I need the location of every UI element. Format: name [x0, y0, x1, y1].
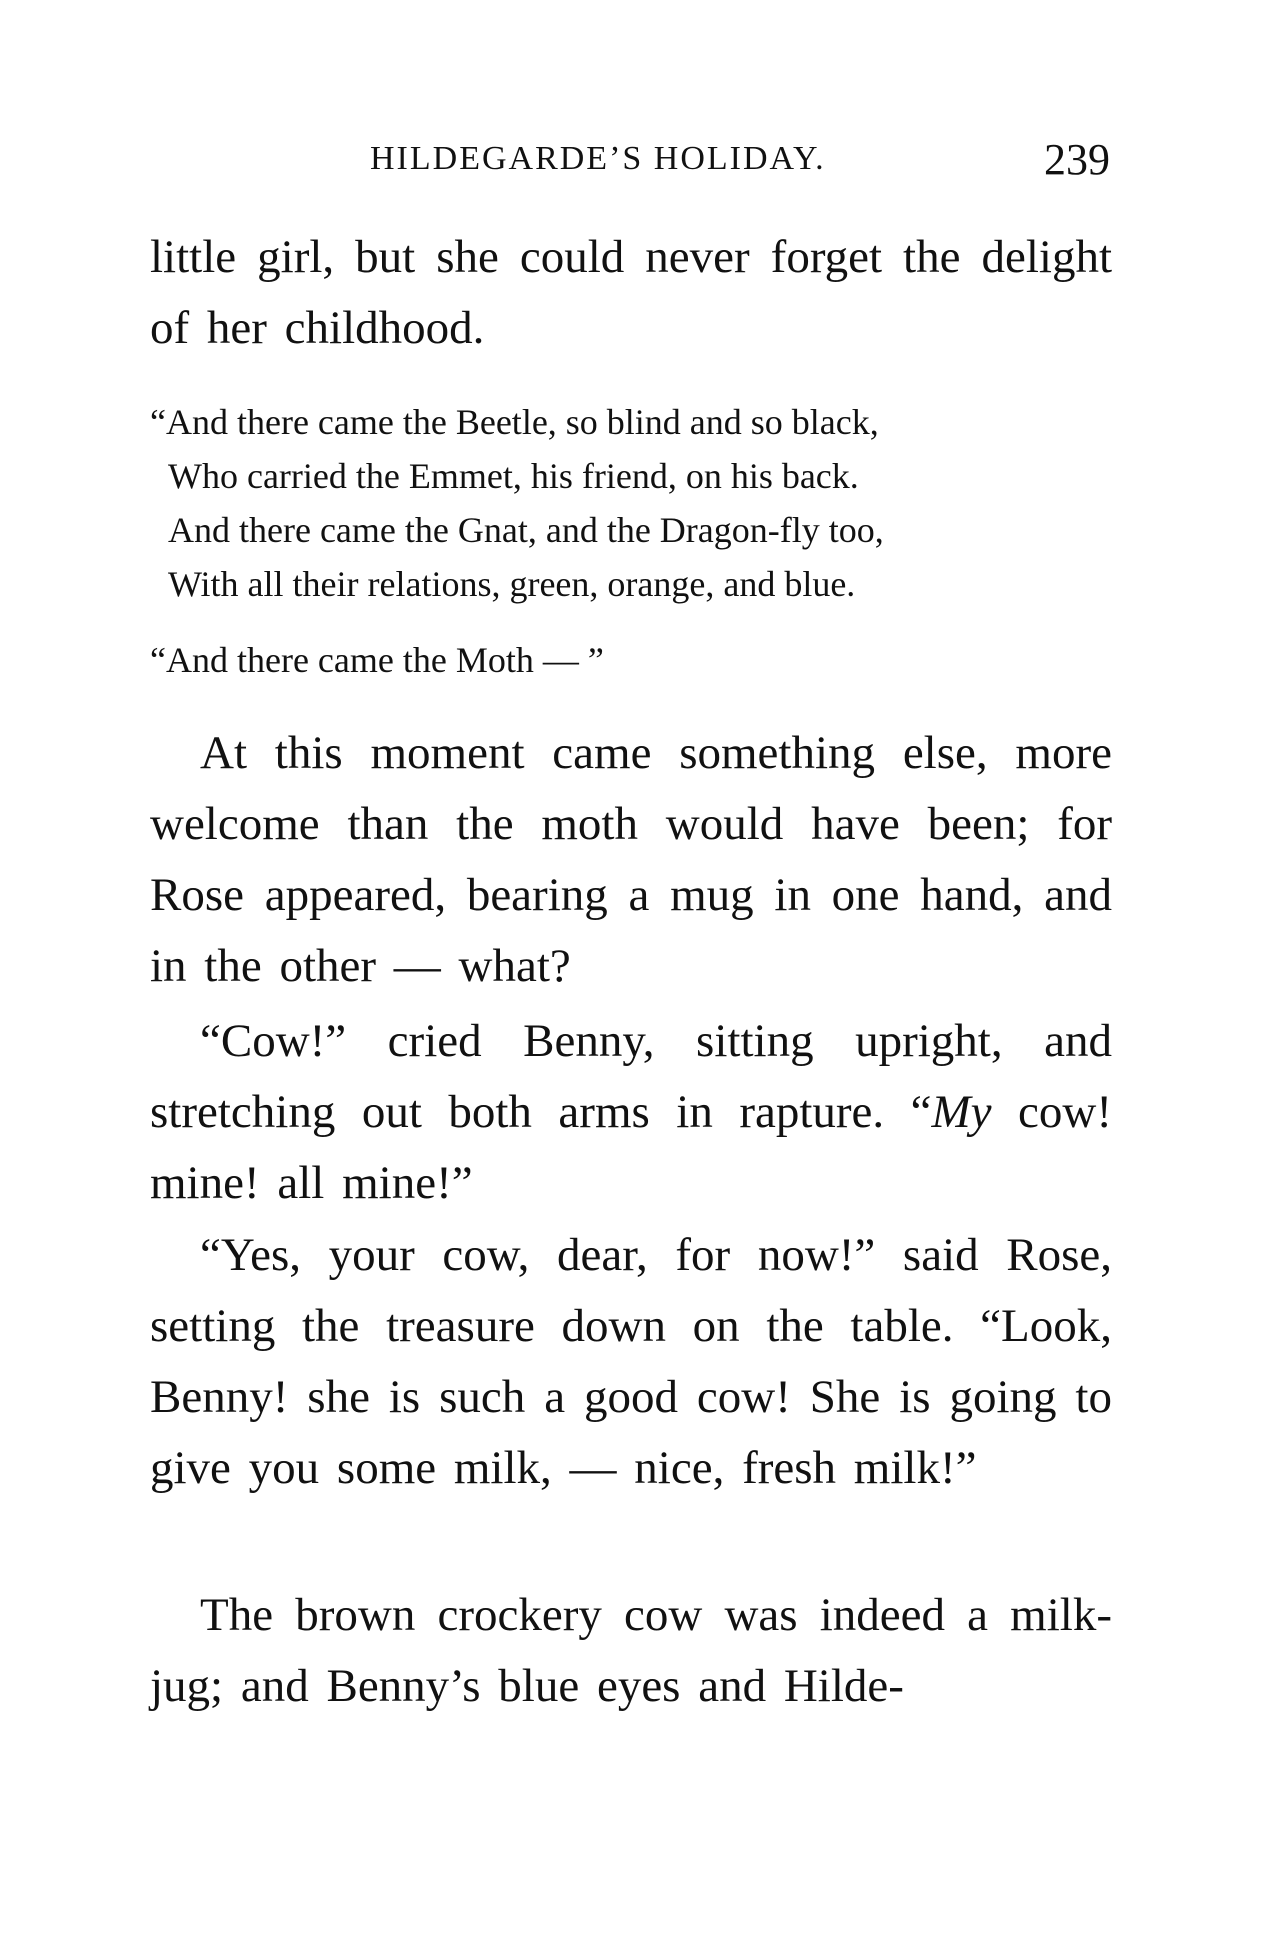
- page-number: 239: [1044, 135, 1110, 184]
- paragraph-text: “Cow!” cried Benny, sitting upright, and stretching out both arms in rapture. “: [150, 1015, 1112, 1138]
- verse-line: And there came the Gnat, and the Dragon-fly too,: [168, 510, 884, 550]
- verse-line: “And there came the Moth — ”: [150, 640, 604, 680]
- verse-line: With all their relations, green, orange, and blue.: [168, 564, 856, 604]
- running-head: [150, 134, 1110, 184]
- paragraph-benny-cow: [150, 1006, 1112, 1219]
- verse-line: Who carried the Emmet, his friend, on his back.: [168, 456, 859, 496]
- paragraph-continuation: little girl, but she could never forget the delight of her childhood.: [150, 231, 1112, 354]
- verse-line: “And there came the Beetle, so blind and so black,: [150, 402, 879, 442]
- verse-stanza-1: [150, 395, 1112, 611]
- paragraph-text: cow! mine! all mine!”: [150, 1086, 1112, 1209]
- running-title: HILDEGARDE’S HOLIDAY.: [370, 140, 826, 177]
- emphasis-text: My: [931, 1086, 992, 1138]
- verse-stanza-2: [150, 633, 1112, 687]
- paragraph-rose-reply: “Yes, your cow, dear, for now!” said Rose, setting the treasure down on the table. “Look, Benny! she is such a good cow! She is going to give you some milk, — nice, fresh milk!”: [150, 1229, 1112, 1494]
- paragraph-milk-jug: The brown crockery cow was indeed a milk-jug; and Benny’s blue eyes and Hilde-: [150, 1589, 1112, 1712]
- paragraph-rose-appears: At this moment came something else, more welcome than the moth would have been; for Rose appeared, bearing a mug in one hand, and in the other — what?: [150, 727, 1112, 992]
